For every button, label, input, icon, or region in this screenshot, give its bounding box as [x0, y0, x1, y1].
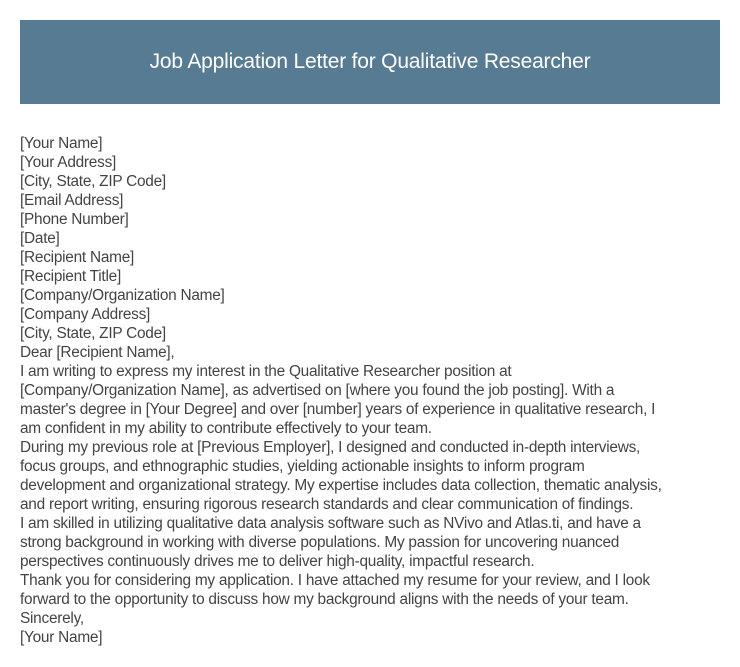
recipient-block [20, 248, 730, 343]
sender-phone: [Phone Number] [20, 211, 129, 228]
paragraph-line: Thank you for considering my application. I have attached my resume for your review, and I look [20, 572, 650, 589]
paragraph-line: strong background in working with diverse populations. My passion for uncovering nuanced [20, 534, 620, 551]
sender-name: [Your Name] [20, 135, 103, 152]
recipient-city-state-zip: [City, State, ZIP Code] [20, 325, 166, 342]
recipient-name: [Recipient Name] [20, 249, 135, 266]
paragraph-line: forward to the opportunity to discuss how my background aligns with the needs of your team. [20, 591, 629, 608]
paragraph-line: I am skilled in utilizing qualitative data analysis software such as NVivo and Atlas.ti, and have a [20, 515, 641, 532]
signature: [Your Name] [20, 629, 103, 646]
sender-address: [Your Address] [20, 154, 117, 171]
page-title: Job Application Letter for Qualitative Researcher [149, 50, 591, 73]
paragraph-line: I am writing to express my interest in the Qualitative Researcher position at [20, 363, 512, 380]
recipient-company: [Company/Organization Name] [20, 287, 225, 304]
paragraph-line: During my previous role at [Previous Employer], I designed and conducted in-depth interviews, [20, 439, 641, 456]
sender-city-state-zip: [City, State, ZIP Code] [20, 173, 166, 190]
closing: Sincerely, [20, 610, 84, 627]
paragraph-line: [Company/Organization Name], as advertised on [where you found the job posting]. With a [20, 382, 615, 399]
sender-email: [Email Address] [20, 192, 124, 209]
paragraph-line: perspectives continuously drives me to deliver high-quality, impactful research. [20, 553, 535, 570]
recipient-title: [Recipient Title] [20, 268, 121, 285]
letter-date: [Date] [20, 230, 60, 247]
paragraph-line: development and organizational strategy. My expertise includes data collection, thematic analysis, [20, 477, 662, 494]
sender-block [20, 134, 730, 248]
paragraph-intro [20, 362, 730, 438]
title-banner [20, 20, 720, 104]
recipient-address: [Company Address] [20, 306, 151, 323]
paragraph-line: focus groups, and ethnographic studies, yielding actionable insights to inform program [20, 458, 585, 475]
paragraph-line: master's degree in [Your Degree] and over [number] years of experience in qualitative research, I [20, 401, 656, 418]
paragraph-closing [20, 571, 730, 609]
paragraph-line: am confident in my ability to contribute effectively to your team. [20, 420, 432, 437]
paragraph-experience [20, 438, 730, 514]
salutation: Dear [Recipient Name], [20, 344, 175, 361]
paragraph-line: and report writing, ensuring rigorous research standards and clear communication of findings. [20, 496, 634, 513]
paragraph-skills [20, 514, 730, 571]
letter-body [20, 134, 730, 647]
